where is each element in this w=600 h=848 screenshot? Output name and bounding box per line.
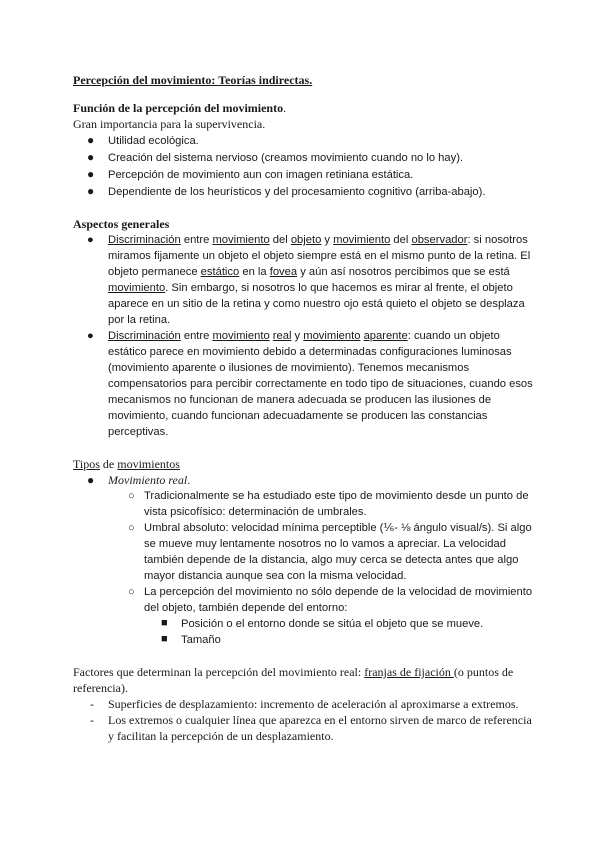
- dash-marker: -: [90, 713, 94, 727]
- sub-list-item: [73, 488, 533, 520]
- dash-marker: -: [90, 697, 94, 711]
- text: de: [99, 457, 118, 471]
- circle-bullet-marker: ○: [128, 522, 135, 534]
- square-bullet-marker: ■: [161, 617, 168, 629]
- list-item-text: Dependiente de los heurísticos y del procesamiento cognitivo (arriba-abajo).: [108, 186, 486, 198]
- text: y: [321, 234, 334, 246]
- text: del: [269, 234, 291, 246]
- text: del: [390, 234, 412, 246]
- list-item: [73, 132, 533, 149]
- list-item-text: Tradicionalmente se ha estudiado este tipo de movimiento desde un punto de vista psicofísico: determinación de umbrales.: [144, 490, 529, 518]
- term: movimiento: [303, 330, 361, 342]
- term: Discriminación: [108, 234, 181, 246]
- list-item-text: Utilidad ecológica.: [108, 135, 199, 147]
- text: entre: [180, 234, 213, 246]
- term: fovea: [269, 266, 298, 278]
- text: y aún así nosotros percibimos que se está: [297, 266, 510, 278]
- square-bullet-marker: ■: [161, 633, 168, 645]
- text: .: [187, 473, 191, 487]
- text: : cuando un objeto estático parece en movimiento debido a determinadas configuraciones luminosas (movimiento aparente o ilusiones de movimiento). Tenemos mecanismos compensatorios para percibir correctamente en todo tipo de situaciones, cuando esos mecanismos no funcionan de manera adecuada se producen las ilusiones de movimiento, cuando funcionan adecuadamente se producen las constancias perceptivas.: [108, 330, 533, 438]
- sub-list-item: [73, 520, 533, 584]
- term: movimiento: [212, 330, 270, 342]
- bullet-marker: ●: [87, 133, 95, 147]
- section-heading-tipos: [73, 456, 533, 472]
- heading-text: Función de la percepción del movimiento: [73, 101, 284, 115]
- list-item: [73, 472, 533, 488]
- section-heading-funcion: [73, 100, 533, 116]
- text: y: [291, 330, 304, 342]
- term: franjas de fijación: [364, 665, 454, 679]
- list-item-text: Movimiento real: [108, 473, 188, 487]
- bullet-list-aspectos: [73, 232, 533, 440]
- bullet-list-funcion: [73, 132, 533, 200]
- sub-list-item: [73, 584, 533, 616]
- list-item-text: Superficies de desplazamiento: incremento de aceleración al aproximarse a extremos.: [108, 697, 519, 711]
- term: aparente: [363, 330, 408, 342]
- bullet-marker: ●: [87, 167, 95, 181]
- term: objeto: [290, 234, 322, 246]
- subsub-list-item: [73, 616, 533, 632]
- circle-bullet-marker: ○: [128, 490, 135, 502]
- bullet-list-tipos: [73, 472, 533, 648]
- circle-bullet-marker: ○: [128, 586, 135, 598]
- dash-list-factores: [73, 696, 533, 744]
- list-item: [73, 328, 533, 440]
- document-page: [73, 72, 533, 744]
- text: en la: [239, 266, 270, 278]
- bullet-marker: ●: [87, 330, 94, 342]
- list-item: [73, 183, 533, 200]
- list-item-text: Creación del sistema nervioso (creamos movimiento cuando no lo hay).: [108, 152, 464, 164]
- term: Tipos: [73, 457, 100, 471]
- list-item: [73, 232, 533, 328]
- bullet-marker: ●: [87, 234, 94, 246]
- factores-paragraph: [73, 664, 533, 696]
- term: estático: [200, 266, 240, 278]
- list-item: [73, 166, 533, 183]
- list-item-text: Percepción de movimiento aun con imagen retiniana estática.: [108, 169, 414, 181]
- section-intro: Gran importancia para la supervivencia.: [73, 117, 266, 131]
- list-item-text: Umbral absoluto: velocidad mínima perceptible (⅙- ⅛ ángulo visual/s). Si algo se mueve muy lentamente nosotros no lo vamos a apreciar. La velocidad también depende de la distancia, algo muy cerca se detecta antes que algo mayor distancia aunque sea con la misma velocidad.: [144, 522, 532, 582]
- list-item-text: Tamaño: [181, 634, 221, 646]
- list-item: [73, 696, 533, 712]
- subsub-list-item: [73, 632, 533, 648]
- bullet-marker: ●: [87, 473, 95, 487]
- term: movimiento: [212, 234, 270, 246]
- heading-period: .: [283, 101, 287, 115]
- text: Factores que determinan la percepción del movimiento real:: [73, 665, 365, 679]
- term: Discriminación: [108, 330, 181, 342]
- bullet-marker: ●: [87, 150, 95, 164]
- term: movimiento: [108, 282, 166, 294]
- text: (o puntos de referencia).: [73, 665, 514, 695]
- list-item: [73, 149, 533, 166]
- text: : si nosotros miramos fijamente un objeto el objeto siempre está en el mismo punto de la retina. El objeto permanece: [108, 234, 531, 278]
- list-item: [73, 712, 533, 744]
- term: real: [272, 330, 292, 342]
- text: . Sin embargo, si nosotros lo que hacemos es mirar al frente, el objeto aparece en un sitio de la retina y como nuestro ojo está quieto el objeto se desplaza por la retina.: [108, 282, 525, 326]
- bullet-marker: ●: [87, 184, 95, 198]
- section-heading-aspectos: Aspectos generales: [73, 217, 170, 231]
- text: entre: [180, 330, 213, 342]
- page-title: Percepción del movimiento: Teorías indirectas.: [73, 73, 313, 87]
- term: movimiento: [333, 234, 391, 246]
- list-item-text: Posición o el entorno donde se sitúa el objeto que se mueve.: [181, 618, 484, 630]
- term: observador: [411, 234, 468, 246]
- list-item-text: Los extremos o cualquier línea que aparezca en el entorno sirven de marco de referencia y facilitan la percepción de un desplazamiento.: [108, 713, 532, 743]
- list-item-text: La percepción del movimiento no sólo depende de la velocidad de movimiento del objeto, también depende del entorno:: [144, 586, 533, 614]
- term: movimientos: [117, 457, 180, 471]
